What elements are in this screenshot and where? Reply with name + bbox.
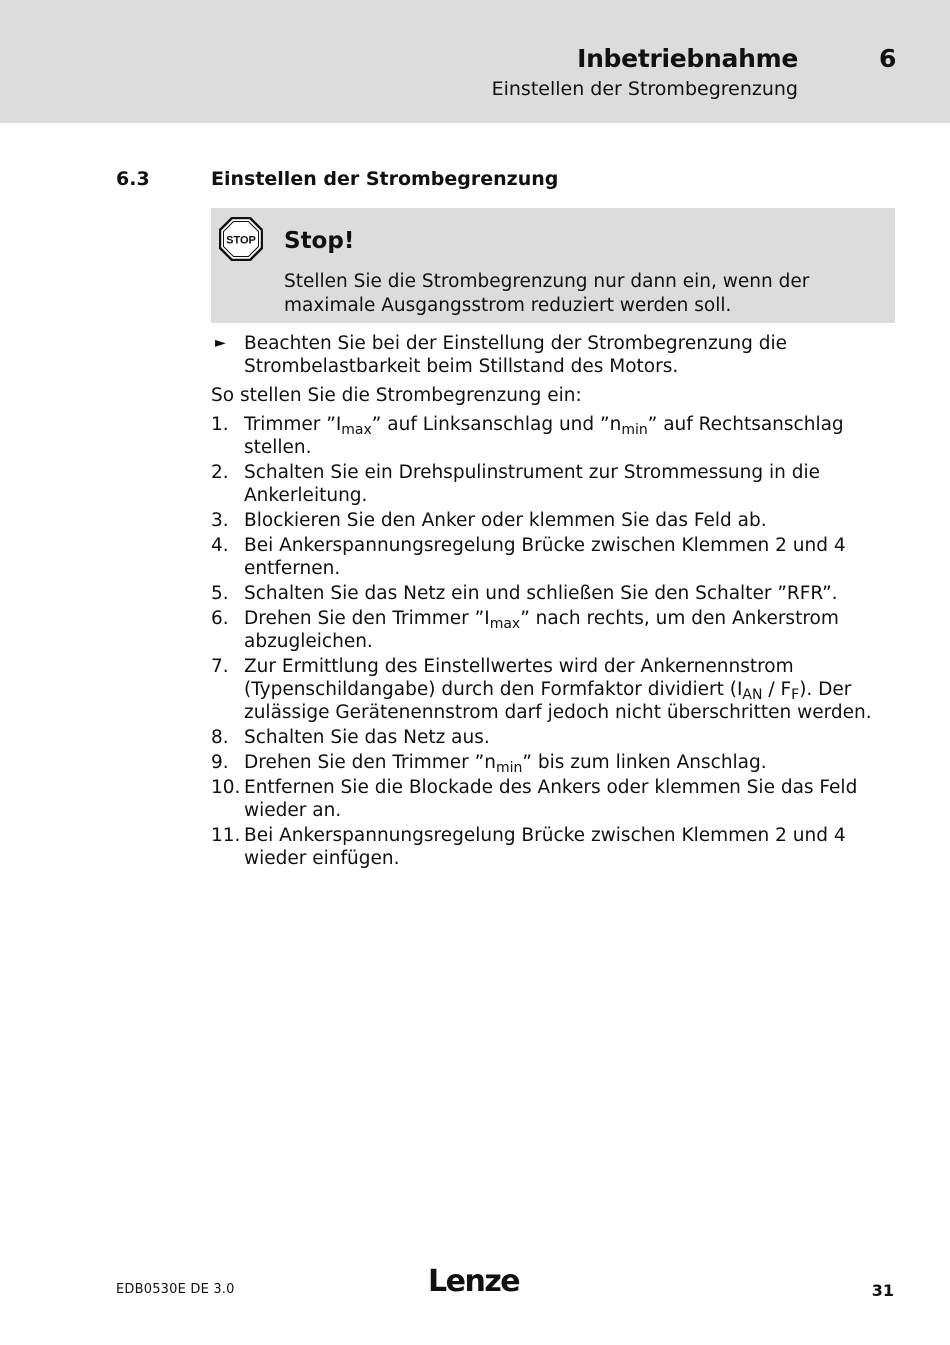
procedure-step: [211, 776, 895, 822]
page-header: [0, 0, 950, 123]
step-number: 9.: [211, 752, 229, 773]
document-id: EDB0530E DE 3.0: [116, 1282, 235, 1297]
procedure-step: [211, 824, 895, 870]
step-text: Zur Ermittlung des Einstellwertes wird der Ankernennstrom (Typenschildangabe) durch den Formfaktor dividiert $(I_{AN} / F_F)$. Der zulässige Gerätenennstrom darf jedoch nicht überschritten werden.: [244, 656, 872, 723]
main-content: [211, 332, 895, 872]
step-number: 4.: [211, 535, 229, 556]
note-bullet: [211, 332, 895, 378]
step-number: 11.: [211, 825, 241, 846]
step-text: Schalten Sie das Netz aus.: [244, 727, 490, 748]
section-number: 6.3: [116, 168, 150, 190]
bullet-triangle-icon: ►: [215, 335, 226, 351]
procedure-steps: [211, 413, 895, 870]
step-text: Drehen Sie den Trimmer $”n_{min}$” bis zum linken Anschlag.: [244, 752, 767, 776]
procedure-step: [211, 726, 895, 749]
step-text: Schalten Sie ein Drehspulinstrument zur Strommessung in die Ankerleitung.: [244, 462, 821, 506]
chapter-title: Inbetriebnahme: [577, 44, 798, 73]
step-text: Drehen Sie den Trimmer $”I_{max}$” nach rechts, um den Ankerstrom abzugleichen.: [244, 608, 839, 652]
stop-sign-icon: [219, 217, 263, 261]
chapter-number: 6: [879, 44, 897, 73]
stop-text: Stellen Sie die Strombegrenzung nur dann ein, wenn der maximale Ausgangsstrom reduziert werden soll.: [284, 271, 810, 316]
procedure-step: [211, 582, 895, 605]
stop-title: Stop!: [284, 228, 355, 254]
step-text: Bei Ankerspannungsregelung Brücke zwischen Klemmen 2 und 4 entfernen.: [244, 535, 846, 579]
procedure-step: [211, 607, 895, 653]
section-title: Einstellen der Strombegrenzung: [211, 168, 559, 190]
step-text: Schalten Sie das Netz ein und schließen Sie den Schalter ”RFR”.: [244, 583, 838, 604]
step-text: Bei Ankerspannungsregelung Brücke zwischen Klemmen 2 und 4 wieder einfügen.: [244, 825, 846, 869]
bullet-text: Beachten Sie bei der Einstellung der Strombegrenzung die Strombelastbarkeit beim Stillstand des Motors.: [244, 333, 788, 377]
step-number: 2.: [211, 462, 229, 483]
stop-warning-box: [211, 208, 895, 323]
procedure-step: [211, 413, 895, 459]
step-number: 3.: [211, 510, 229, 531]
step-number: 8.: [211, 727, 229, 748]
svg-text:STOP: STOP: [226, 234, 256, 247]
step-number: 6.: [211, 608, 229, 629]
step-text: Trimmer $”I_{max}$” auf Linksanschlag und $”n_{min}$” auf Rechtsanschlag stellen.: [244, 414, 844, 458]
step-text: Entfernen Sie die Blockade des Ankers oder klemmen Sie das Feld wieder an.: [244, 777, 858, 821]
procedure-intro: So stellen Sie die Strombegrenzung ein:: [211, 385, 582, 406]
step-number: 1.: [211, 414, 229, 435]
chapter-subtitle: Einstellen der Strombegrenzung: [491, 78, 798, 100]
step-text: Blockieren Sie den Anker oder klemmen Sie das Feld ab.: [244, 510, 767, 531]
procedure-step: [211, 534, 895, 580]
procedure-step: [211, 655, 895, 724]
step-number: 10.: [211, 777, 241, 798]
page-number: 31: [871, 1281, 894, 1300]
procedure-step: [211, 461, 895, 507]
step-number: 5.: [211, 583, 229, 604]
lenze-logo: Lenze: [428, 1264, 520, 1299]
procedure-step: [211, 509, 895, 532]
procedure-step: [211, 751, 895, 774]
step-number: 7.: [211, 656, 229, 677]
